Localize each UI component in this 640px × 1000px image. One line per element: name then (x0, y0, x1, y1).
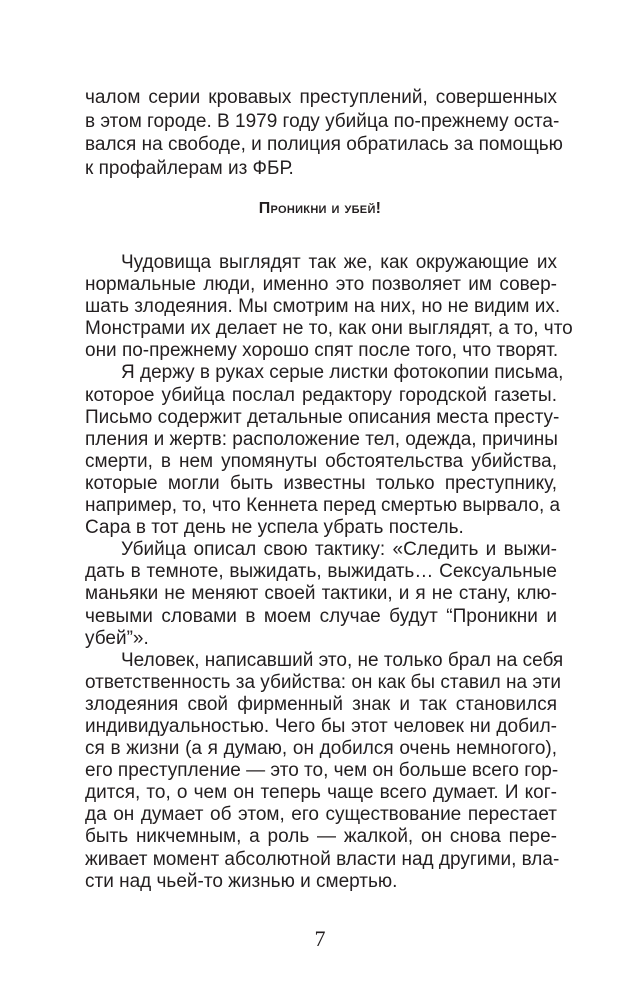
text-line: шать злодеяния. Мы смотрим на них, но не видим их. (85, 296, 561, 318)
page-number: 7 (314, 926, 326, 951)
paragraph (85, 362, 564, 539)
text-line: убей”». (85, 627, 149, 649)
text-line: Монстрами их делает не то, как они выглядят, а то, что (85, 318, 573, 340)
text-line: Я держу в руках серые листки фотокопии письма, (121, 362, 564, 384)
text-line: Убийца описал свою тактику: «Следить и выжи- (121, 539, 557, 561)
section-title: Проникни и убей! (258, 200, 382, 217)
text-line: злодеяния свой фирменный знак и так становился (85, 693, 557, 715)
paragraph (85, 252, 573, 362)
text-line: дать в темноте, выжидать, выжидать… Сексуальные (85, 561, 557, 583)
text-line: вался на свободе, и полиция обратилась за помощью (85, 134, 563, 156)
text-line: Человек, написавший это, не только брал на себя (121, 649, 564, 671)
text-line: ответственность за убийства: он как бы ставил на эти (85, 671, 561, 693)
intro-paragraph (85, 86, 563, 180)
text-line: его преступление — это то, чем он больше всего гор- (85, 760, 559, 782)
text-line: чевыми словами в моем случае будут “Проникни и (85, 605, 557, 627)
text-line: быть никчемным, а роль — жалкой, он снова пере- (85, 826, 557, 848)
text-line: например, то, что Кеннета перед смертью вырвало, а (85, 495, 561, 517)
text-line: Чудовища выглядят так же, как окружающие их (121, 252, 557, 273)
text-line: ся в жизни (а я думаю, он добился очень немногого), (85, 738, 557, 760)
text-line: Сара в тот день не успела убрать постель. (85, 517, 464, 539)
text-line: которые могли быть известны только преступнику, (85, 472, 557, 494)
text-line: к профайлерам из ФБР. (85, 157, 294, 179)
text-line: маньяки не меняют своей тактики, и я не стану, клю- (85, 583, 557, 605)
text-line: в этом городе. В 1979 году убийца по-прежнему оста- (85, 110, 560, 132)
text-line: смерти, в нем упомянуты обстоятельства убийства, (85, 450, 557, 472)
text-line: живает момент абсолютной власти над другими, вла- (85, 848, 560, 870)
body-text (85, 252, 573, 893)
text-line: дится, то, о чем он теперь чаще всего думает. И ког- (85, 782, 557, 804)
text-line: Письмо содержит детальные описания места престу- (85, 406, 560, 428)
text-line: сти над чьей-то жизнью и смертью. (85, 870, 398, 892)
text-line: они по-прежнему хорошо спят после того, что творят. (85, 340, 559, 362)
text-line: да он думает об этом, его существование перестает (85, 804, 557, 826)
text-line: нормальные люди, именно это позволяет им совер- (85, 274, 557, 296)
text-line: пления и жертв: расположение тел, одежда, причины (85, 428, 558, 450)
text-line: которое убийца послал редактору городской газеты. (85, 384, 557, 406)
paragraph (85, 649, 564, 893)
paragraph (85, 539, 557, 649)
text-line: индивидуальностью. Чего бы этот человек ни добил- (85, 715, 557, 737)
text-line: чалом серии кровавых преступлений, совершенных (85, 87, 557, 108)
